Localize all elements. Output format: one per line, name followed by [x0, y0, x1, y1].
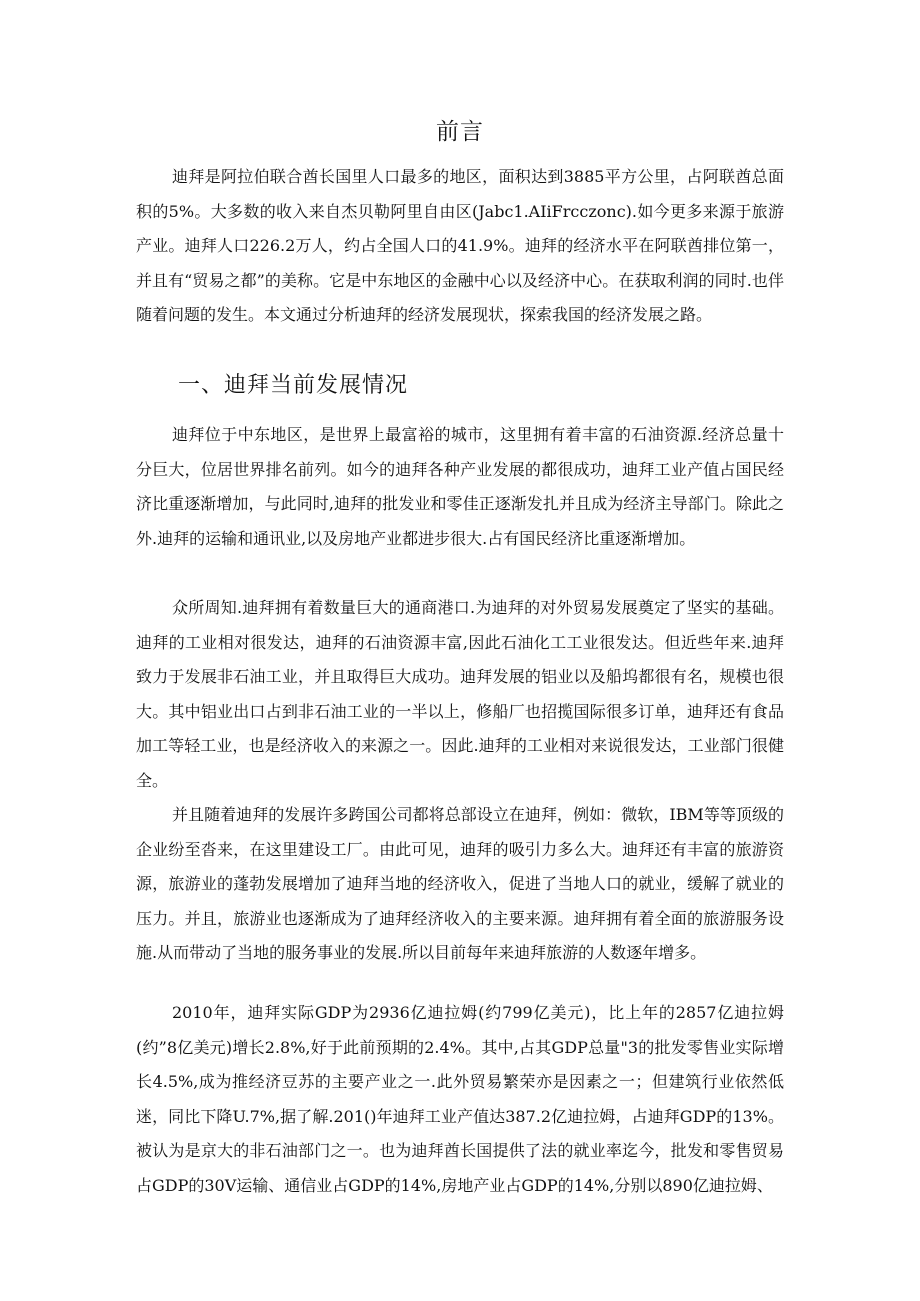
preface-paragraph: 迪拜是阿拉伯联合酋长国里人口最多的地区，面积达到3885平方公里，占阿联酋总面积的5%。大多数的收入来自杰贝勒阿里自由区(Jabc1.AIiFrcczonc).如今更多来源于旅游产业。迪拜人口226.2万人，约占全国人口的41.9%。迪拜的经济水平在阿联酋排位第一，并且有“贸易之都”的美称。它是中东地区的金融中心以及经济中心。在获取利润的同时.也伴随着问题的发生。本文通过分析迪拜的经济发展现状，探索我国的经济发展之路。 — [136, 167, 784, 324]
body-paragraph-2: 众所周知.迪拜拥有着数量巨大的通商港口.为迪拜的对外贸易发展奠定了坚实的基础。迪拜的工业相对很发达，迪拜的石油资源丰富,因此石油化工工业很发达。但近些年来.迪拜致力于发展非石油工业，并且取得巨大成功。迪拜发展的铝业以及船坞都很有名，规模也很大。其中铝业出口占到非石油工业的一半以上，修船厂也招揽国际很多订单，迪拜还有食品加工等轻工业，也是经济收入的来源之一。因此.迪拜的工业相对来说很发达，工业部门很健全。 — [136, 598, 784, 790]
body-paragraph-3: 并且随着迪拜的发展许多跨国公司都将总部设立在迪拜，例如：微软，IBM等等顶级的企业纷至沓来，在这里建设工厂。由此可见，迪拜的吸引力多么大。迪拜还有丰富的旅游资源，旅游业的蓬勃发展增加了迪拜当地的经济收入，促进了当地人口的就业，缓解了就业的压力。并且，旅游业也逐渐成为了迪拜经济收入的主要来源。迪拜拥有着全面的旅游服务设施.从而带动了当地的服务事业的发展.所以目前每年来迪拜旅游的人数逐年增多。 — [136, 805, 784, 962]
body-paragraph-1: 迪拜位于中东地区，是世界上最富裕的城市，这里拥有着丰富的石油资源.经济总量十分巨大，位居世界排名前列。如今的迪拜各种产业发展的都很成功，迪拜工业产值占国民经济比重逐渐增加，与此同时,迪拜的批发业和零佳正逐渐发扎并且成为经济主导部门。除此之外.迪拜的运输和通讯业,以及房地产业都进步很大.占有国民经济比重逐渐增加。 — [136, 425, 784, 548]
page-title: 前言 — [436, 119, 484, 145]
section-heading: 一、迪拜当前发展情况 — [178, 373, 409, 398]
body-paragraph-4: 2010年，迪拜实际GDP为2936亿迪拉姆(约799亿美元)，比上年的2857亿迪拉姆(约”8亿美元)增长2.8%,好于此前预期的2.4%。其中,占其GDP总量"3的批发零售业实际增长4.5%,成为推经济豆苏的主要产业之一.此外贸易繁荣亦是因素之一；但建筑行业依然低迷，同比下降U.7%,据了解.201()年迪拜工业产值达387.2亿迪拉姆，占迪拜GDP的13%。被认为是京大的非石油部门之一。也为迪拜酋长国提供了法的就业率迄今，批发和零售贸易占GDP的30V运输、通信业占GDP的14%,房地产业占GDP的14%,分别以890亿迪拉姆、 — [136, 1003, 784, 1195]
